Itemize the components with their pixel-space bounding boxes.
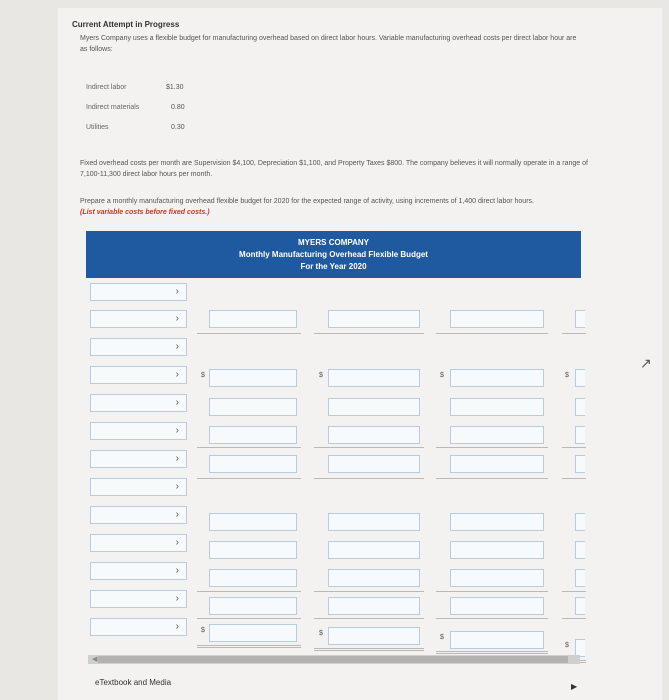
caret-right-icon[interactable]: ▶ [571, 682, 578, 691]
amount-input[interactable] [450, 513, 544, 531]
chevron-down-icon: › [175, 537, 179, 548]
scroll-thumb[interactable] [98, 656, 568, 663]
cost-value-utilities: 0.30 [171, 124, 185, 131]
amount-input[interactable] [450, 369, 544, 387]
amount-input[interactable] [328, 569, 420, 587]
rule [197, 591, 301, 592]
budget-select-10[interactable] [90, 534, 187, 552]
rule [314, 333, 424, 334]
budget-period: For the Year 2020 [300, 262, 367, 271]
amount-input[interactable] [209, 426, 297, 444]
rule [562, 333, 586, 334]
budget-select-11[interactable] [90, 562, 187, 580]
amount-input[interactable] [328, 369, 420, 387]
amount-input[interactable] [450, 455, 544, 473]
budget-select-6[interactable] [90, 422, 187, 440]
budget-header [86, 231, 581, 278]
rule [197, 333, 301, 334]
total-input[interactable] [450, 631, 544, 649]
chevron-down-icon: › [175, 481, 179, 492]
double-rule [436, 651, 548, 654]
amount-input[interactable] [328, 455, 420, 473]
total-input[interactable] [328, 627, 420, 645]
budget-select-9[interactable] [90, 506, 187, 524]
rule [314, 447, 424, 448]
dollar-sign: $ [565, 642, 569, 649]
cost-label-indirect-labor: Indirect labor [86, 84, 127, 91]
budget-select-13[interactable] [90, 618, 187, 636]
amount-input[interactable] [450, 569, 544, 587]
cost-value-indirect-materials: 0.80 [171, 104, 185, 111]
rule [197, 447, 301, 448]
budget-select-7[interactable] [90, 450, 187, 468]
hours-input-col2[interactable] [328, 310, 420, 328]
amount-input[interactable] [575, 597, 585, 615]
amount-input[interactable] [209, 541, 297, 559]
rule [562, 478, 586, 479]
dollar-sign: $ [201, 372, 205, 379]
cost-label-utilities: Utilities [86, 124, 109, 131]
rule [314, 591, 424, 592]
amount-input[interactable] [209, 597, 297, 615]
instructions [80, 196, 550, 218]
rule [436, 333, 548, 334]
dollar-sign: $ [440, 634, 444, 641]
instructions-text: Prepare a monthly manufacturing overhead flexible budget for 2020 for the expected range of activity, using increments of 1,400 direct labor hours. [80, 198, 534, 205]
dollar-sign: $ [319, 630, 323, 637]
amount-input[interactable] [575, 541, 585, 559]
budget-select-3[interactable] [90, 338, 187, 356]
amount-input[interactable] [450, 541, 544, 559]
instructions-note: (List variable costs before fixed costs.) [80, 209, 210, 216]
amount-input[interactable] [575, 398, 585, 416]
amount-input[interactable] [328, 541, 420, 559]
attempt-status: Current Attempt in Progress [72, 20, 180, 29]
amount-input[interactable] [575, 569, 585, 587]
amount-input[interactable] [328, 426, 420, 444]
caret-left-icon[interactable]: ◀ [92, 656, 98, 663]
rule [197, 478, 301, 479]
amount-input[interactable] [575, 513, 585, 531]
amount-input[interactable] [209, 569, 297, 587]
chevron-down-icon: › [175, 369, 179, 380]
chevron-down-icon: › [175, 621, 179, 632]
budget-company: MYERS COMPANY [298, 238, 369, 247]
amount-input[interactable] [328, 398, 420, 416]
etextbook-link[interactable]: eTextbook and Media [95, 678, 172, 687]
rule [314, 478, 424, 479]
chevron-down-icon: › [175, 425, 179, 436]
budget-select-5[interactable] [90, 394, 187, 412]
amount-input[interactable] [575, 426, 585, 444]
horizontal-scrollbar[interactable] [88, 655, 580, 664]
dollar-sign: $ [201, 627, 205, 634]
budget-select-8[interactable] [90, 478, 187, 496]
problem-intro: Myers Company uses a flexible budget for manufacturing overhead based on direct labor hours. Variable manufacturing overhead costs per direct labor hour are as follows: [80, 35, 577, 53]
amount-input[interactable] [209, 513, 297, 531]
hours-input-col1[interactable] [209, 310, 297, 328]
amount-input[interactable] [450, 426, 544, 444]
rule [562, 618, 586, 619]
chevron-down-icon: › [175, 453, 179, 464]
fixed-costs-text: Fixed overhead costs per month are Supervision $4,100, Depreciation $1,100, and Property Taxes $800. The company believes it will normally operate in a range of 7,100-11,300 direct labor hours per month. [80, 160, 588, 178]
budget-select-12[interactable] [90, 590, 187, 608]
rule [562, 447, 586, 448]
chevron-down-icon: › [175, 565, 179, 576]
total-input[interactable] [209, 624, 297, 642]
budget-select-2[interactable] [90, 310, 187, 328]
amount-input[interactable] [450, 597, 544, 615]
rule [436, 478, 548, 479]
rule [197, 618, 301, 619]
double-rule [197, 645, 301, 648]
amount-input[interactable] [328, 597, 420, 615]
amount-input[interactable] [328, 513, 420, 531]
amount-input[interactable] [209, 398, 297, 416]
chevron-down-icon: › [175, 286, 179, 297]
chevron-down-icon: › [175, 593, 179, 604]
chevron-down-icon: › [175, 509, 179, 520]
amount-input[interactable] [209, 369, 297, 387]
chevron-down-icon: › [175, 341, 179, 352]
cost-value-indirect-labor: $1.30 [166, 84, 184, 91]
chevron-down-icon: › [175, 313, 179, 324]
rule [314, 618, 424, 619]
dollar-sign: $ [319, 372, 323, 379]
budget-select-4[interactable] [90, 366, 187, 384]
dollar-sign: $ [565, 372, 569, 379]
amount-input[interactable] [575, 455, 585, 473]
rule [436, 618, 548, 619]
amount-input[interactable] [209, 455, 297, 473]
rule [562, 591, 586, 592]
rule [436, 447, 548, 448]
amount-input[interactable] [450, 398, 544, 416]
cost-label-indirect-materials: Indirect materials [86, 104, 140, 111]
dollar-sign: $ [440, 372, 444, 379]
budget-title: Monthly Manufacturing Overhead Flexible Budget [239, 250, 428, 259]
rule [436, 591, 548, 592]
mouse-pointer-icon: ↗ [640, 355, 652, 371]
double-rule [314, 648, 424, 651]
chevron-down-icon: › [175, 397, 179, 408]
budget-select-1[interactable] [90, 283, 187, 301]
hours-input-col3[interactable] [450, 310, 544, 328]
hours-input-col4[interactable] [575, 310, 585, 328]
amount-input[interactable] [575, 369, 585, 387]
